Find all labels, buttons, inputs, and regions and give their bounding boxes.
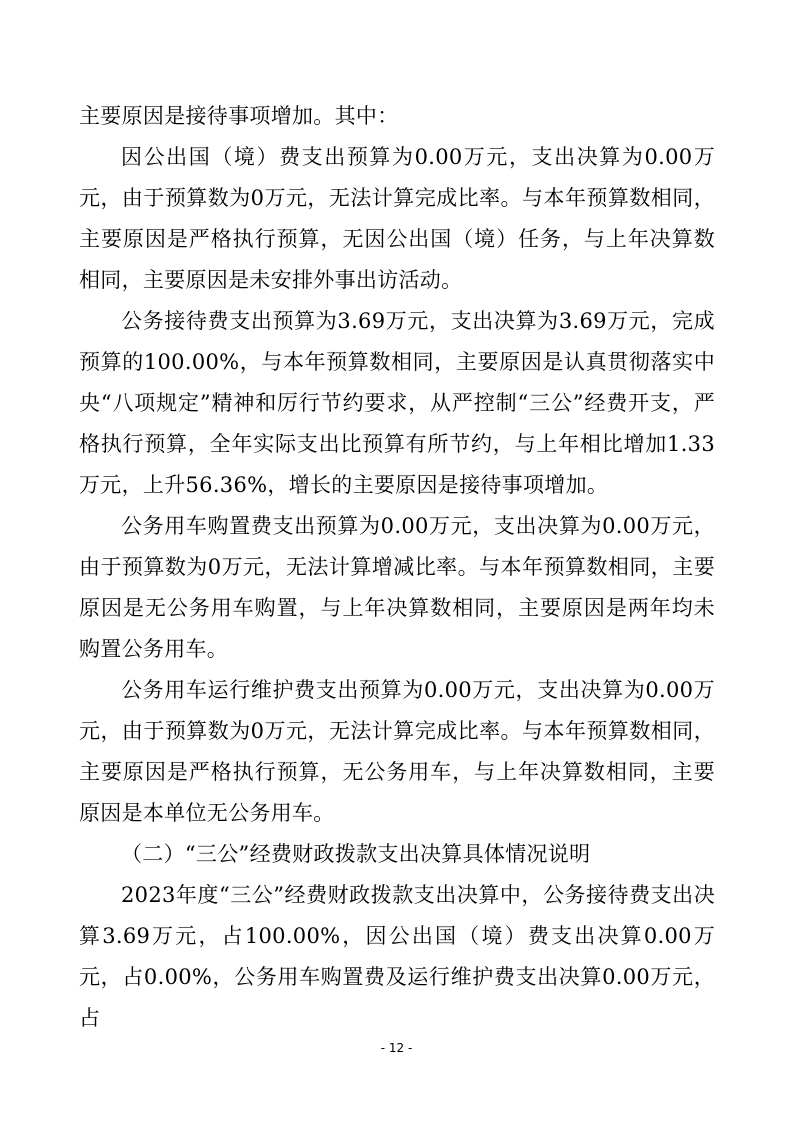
paragraph-fiscal-appropriation: 2023年度“三公”经费财政拨款支出决算中，公务接待费支出决算3.69万元，占100.00%，因公出国（境）费支出决算0.00万元，占0.00%，公务用车购置费及运行维护费支出决算0.00万元，占 <box>79 883 715 1030</box>
paragraph-vehicle-purchase: 公务用车购置费支出预算为0.00万元，支出决算为0.00万元，由于预算数为0万元，无法计算增减比率。与本年预算数相同，主要原因是无公务用车购置，与上年决算数相同，主要原因是两年均未购置公务用车。 <box>79 514 715 661</box>
section-heading: （二）“三公”经费财政拨款支出决算具体情况说明 <box>121 842 591 866</box>
document-page <box>79 96 715 1039</box>
page-number: - 12 - <box>380 1041 413 1055</box>
paragraph-continuation: 主要原因是接待事项增加。其中： <box>79 104 399 128</box>
paragraph-overseas-travel: 因公出国（境）费支出预算为0.00万元，支出决算为0.00万元，由于预算数为0万元，无法计算完成比率。与本年预算数相同，主要原因是严格执行预算，无因公出国（境）任务，与上年决算数相同，主要原因是未安排外事出访活动。 <box>79 145 715 292</box>
paragraph-vehicle-maintenance: 公务用车运行维护费支出预算为0.00万元，支出决算为0.00万元，由于预算数为0万元，无法计算完成比率。与本年预算数相同，主要原因是严格执行预算，无公务用车，与上年决算数相同，主要原因是本单位无公务用车。 <box>79 678 715 825</box>
paragraph-official-reception: 公务接待费支出预算为3.69万元，支出决算为3.69万元，完成预算的100.00%，与本年预算数相同，主要原因是认真贯彻落实中央“八项规定”精神和厉行节约要求，从严控制“三公”经费开支，严格执行预算，全年实际支出比预算有所节约，与上年相比增加1.33万元，上升56.36%，增长的主要原因是接待事项增加。 <box>79 309 715 497</box>
